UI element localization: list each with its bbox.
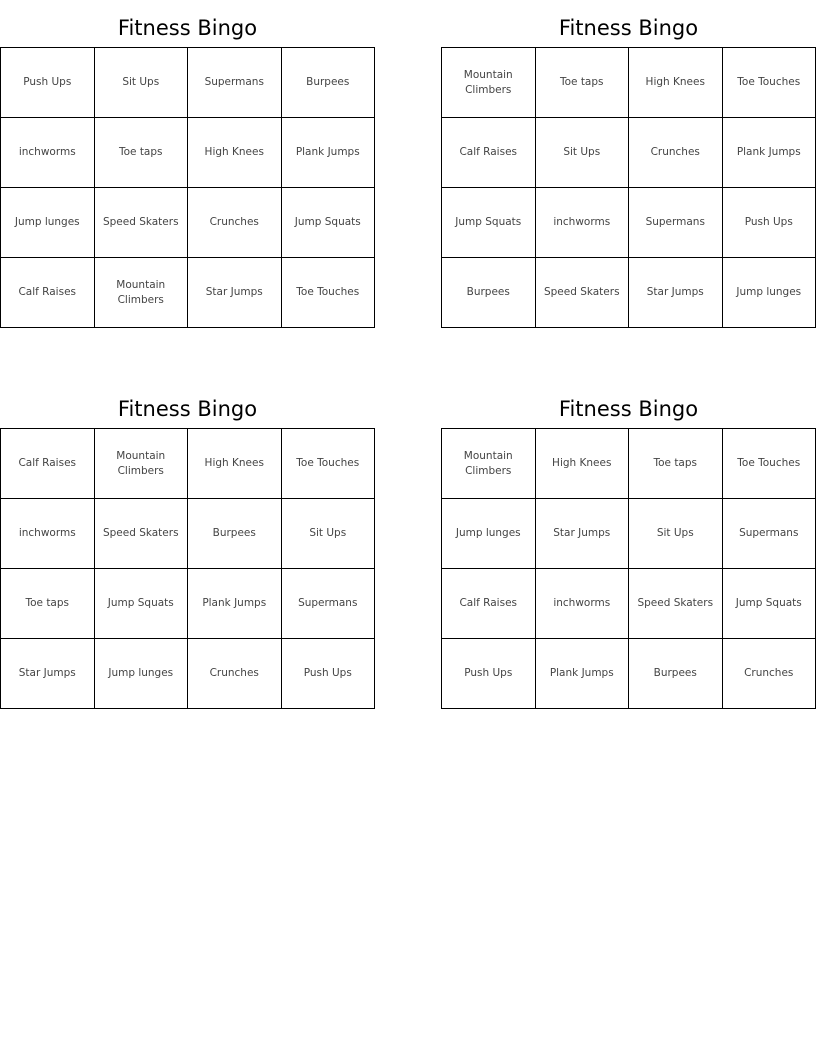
bingo-cell: Push Ups <box>1 48 95 118</box>
grid-row <box>442 569 816 639</box>
bingo-cell: Star Jumps <box>629 258 723 328</box>
bingo-cell: Jump lunges <box>94 639 188 709</box>
grid-row <box>1 48 375 118</box>
card-title: Fitness Bingo <box>117 397 258 421</box>
bingo-cell: Speed Skaters <box>535 258 629 328</box>
grid-row <box>442 48 816 118</box>
bingo-cell: inchworms <box>535 188 629 258</box>
bingo-grid <box>0 428 375 709</box>
bingo-cell: Speed Skaters <box>94 188 188 258</box>
bingo-cell: Speed Skaters <box>94 499 188 569</box>
bingo-cell: Supermans <box>722 499 816 569</box>
card-title: Fitness Bingo <box>117 16 258 40</box>
bingo-cell: Calf Raises <box>442 118 536 188</box>
bingo-cell: Jump Squats <box>722 569 816 639</box>
bingo-cell: Burpees <box>281 48 375 118</box>
bingo-cell: Toe Touches <box>722 429 816 499</box>
bingo-cell: Toe taps <box>1 569 95 639</box>
bingo-cell: Burpees <box>629 639 723 709</box>
bingo-cell: Mountain Climbers <box>94 258 188 328</box>
bingo-cell: Star Jumps <box>1 639 95 709</box>
bingo-cell: Plank Jumps <box>722 118 816 188</box>
bingo-cell: Burpees <box>442 258 536 328</box>
bingo-cell: inchworms <box>1 499 95 569</box>
bingo-cell: High Knees <box>629 48 723 118</box>
bingo-cell: Push Ups <box>281 639 375 709</box>
bingo-cell: High Knees <box>188 118 282 188</box>
bingo-cell: Jump lunges <box>722 258 816 328</box>
bingo-cell: Crunches <box>188 639 282 709</box>
bingo-cell: Supermans <box>281 569 375 639</box>
bingo-cell: Plank Jumps <box>188 569 282 639</box>
bingo-cell: Supermans <box>629 188 723 258</box>
bingo-grid <box>0 47 375 328</box>
bingo-cell: inchworms <box>1 118 95 188</box>
bingo-cell: Jump Squats <box>94 569 188 639</box>
grid-row <box>1 258 375 328</box>
bingo-cell: Push Ups <box>442 639 536 709</box>
bingo-cell: Supermans <box>188 48 282 118</box>
bingo-cell: Toe taps <box>535 48 629 118</box>
bingo-cell: Calf Raises <box>1 429 95 499</box>
bingo-cell: Calf Raises <box>442 569 536 639</box>
bingo-cell: Sit Ups <box>535 118 629 188</box>
bingo-cell: inchworms <box>535 569 629 639</box>
bingo-cell: Jump Squats <box>442 188 536 258</box>
bingo-cell: Mountain Climbers <box>442 48 536 118</box>
bingo-cell: Crunches <box>629 118 723 188</box>
bingo-cell: Toe Touches <box>281 258 375 328</box>
bingo-cell: Sit Ups <box>281 499 375 569</box>
bingo-cell: Sit Ups <box>629 499 723 569</box>
grid-row <box>1 499 375 569</box>
bingo-cell: Crunches <box>722 639 816 709</box>
bingo-cell: Toe taps <box>629 429 723 499</box>
card-title: Fitness Bingo <box>558 397 699 421</box>
grid-row <box>442 639 816 709</box>
bingo-cell: Star Jumps <box>188 258 282 328</box>
grid-row <box>442 188 816 258</box>
grid-row <box>1 639 375 709</box>
bingo-cell: Calf Raises <box>1 258 95 328</box>
grid-row <box>442 429 816 499</box>
bingo-cell: Mountain Climbers <box>442 429 536 499</box>
grid-row <box>442 118 816 188</box>
bingo-cell: Jump lunges <box>442 499 536 569</box>
bingo-cell: Mountain Climbers <box>94 429 188 499</box>
grid-row <box>1 118 375 188</box>
bingo-cell: Toe Touches <box>722 48 816 118</box>
grid-row <box>1 569 375 639</box>
bingo-cell: Toe Touches <box>281 429 375 499</box>
grid-row <box>442 499 816 569</box>
grid-row <box>1 188 375 258</box>
grid-row <box>442 258 816 328</box>
card-title: Fitness Bingo <box>558 16 699 40</box>
bingo-cell: Toe taps <box>94 118 188 188</box>
bingo-cell: Crunches <box>188 188 282 258</box>
bingo-cell: Plank Jumps <box>281 118 375 188</box>
bingo-cell: Jump Squats <box>281 188 375 258</box>
bingo-cell: Plank Jumps <box>535 639 629 709</box>
bingo-cell: Jump lunges <box>1 188 95 258</box>
bingo-cell: High Knees <box>188 429 282 499</box>
bingo-cell: Sit Ups <box>94 48 188 118</box>
bingo-cell: High Knees <box>535 429 629 499</box>
bingo-grid <box>441 428 816 709</box>
bingo-cell: Burpees <box>188 499 282 569</box>
bingo-cell: Star Jumps <box>535 499 629 569</box>
bingo-cell: Speed Skaters <box>629 569 723 639</box>
grid-row <box>1 429 375 499</box>
bingo-grid <box>441 47 816 328</box>
bingo-cell: Push Ups <box>722 188 816 258</box>
